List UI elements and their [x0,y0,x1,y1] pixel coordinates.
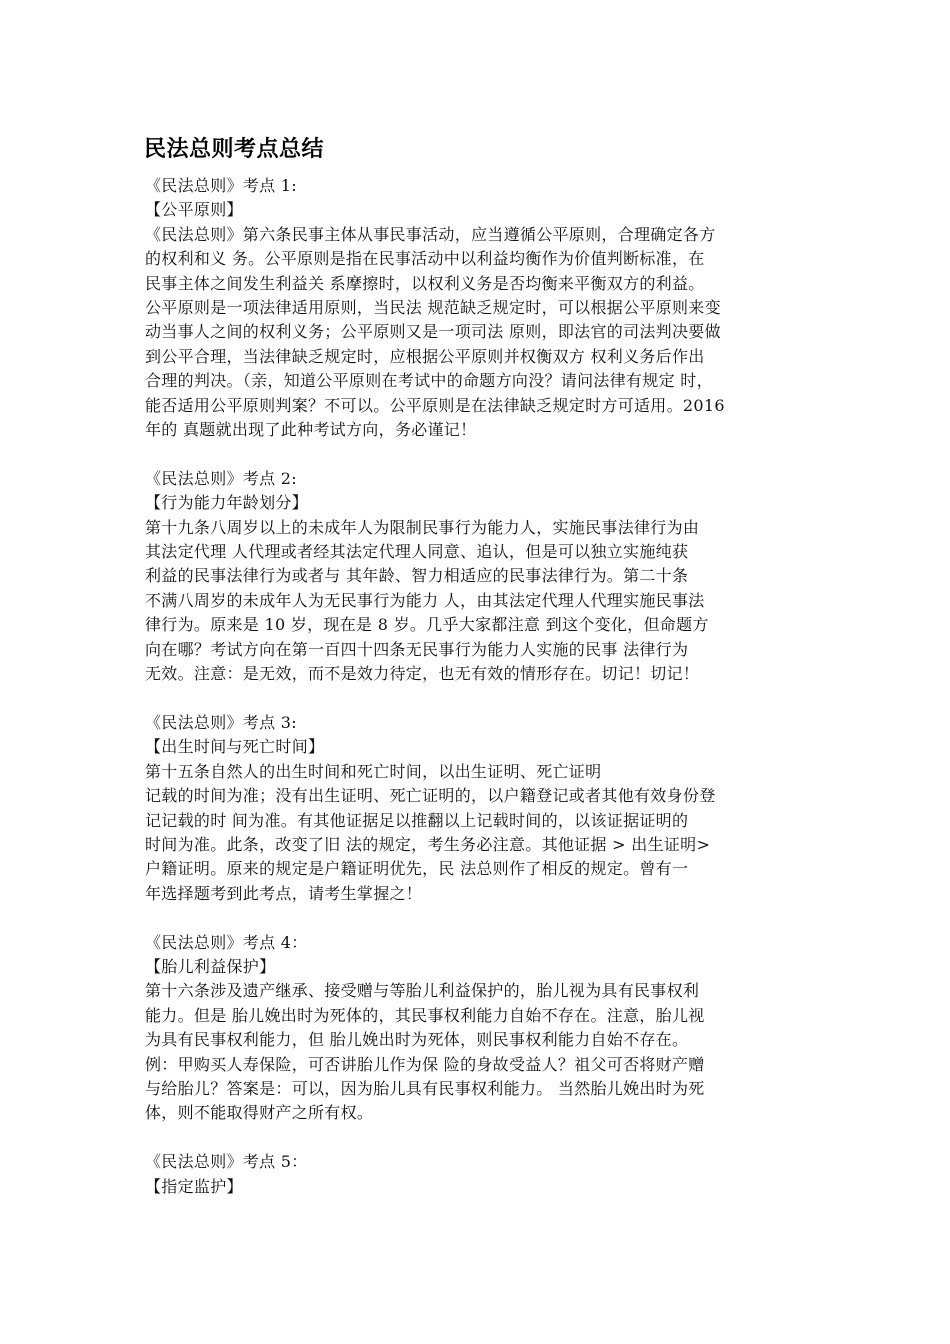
paragraph-line: 第十六条涉及遗产继承、接受赠与等胎儿利益保护的，胎儿视为具有民事权利 [145,981,700,1001]
paragraph-line: 动当事人之间的权利义务；公平原则又是一项司法 原则，即法官的司法判决要做 [145,322,721,342]
paragraph-line: 第十九条八周岁以上的未成年人为限制民事行为能力人，实施民事法律行为由 [145,517,700,537]
document-title: 民法总则考点总结 [144,136,325,162]
section-1 [145,174,815,442]
paragraph-line: 向在哪？考试方向在第一百四十四条无民事行为能力人实施的民事 法律行为 [145,639,689,659]
paragraph-line: 律行为。原来是 10 岁，现在是 8 岁。几乎大家都注意 到这个变化，但命题方 [145,615,709,635]
document-body [145,174,815,1199]
paragraph-line: 民事主体之间发生利益关 系摩擦时，以权利义务是否均衡来平衡双方的利益。 [145,273,705,293]
paragraph-line: 到公平合理，当法律缺乏规定时，应根据公平原则并权衡双方 权利义务后作出 [145,346,705,366]
section-heading: 《民法总则》考点 2: [145,468,297,488]
section-heading: 《民法总则》考点 3: [145,712,297,732]
paragraph-line: 不满八周岁的未成年人为无民事行为能力 人，由其法定代理人代理实施民事法 [145,590,705,610]
paragraph-line: 记记载的时 间为准。有其他证据足以推翻以上记载时间的，以该证据证明的 [145,810,689,830]
paragraph-line: 体，则不能取得财产之所有权。 [145,1103,374,1123]
paragraph-line: 《民法总则》第六条民事主体从事民事活动，应当遵循公平原则，合理确定各方 [145,224,716,244]
paragraph-line: 其法定代理 人代理或者经其法定代理人同意、追认，但是可以独立实施纯获 [145,542,689,562]
section-3 [145,711,815,906]
section-4 [145,931,815,1126]
section-heading: 《民法总则》考点 5： [145,1152,308,1172]
section-subheading: 【胎儿利益保护】 [145,956,276,976]
paragraph-line: 公平原则是一项法律适用原则，当民法 规范缺乏规定时，可以根据公平原则来变 [145,298,721,318]
paragraph-line: 第十五条自然人的出生时间和死亡时间，以出生证明、死亡证明 [145,761,602,781]
paragraph-line: 为具有民事权利能力，但 胎儿娩出时为死体，则民事权利能力自始不存在。 [145,1030,689,1050]
paragraph-line: 的权利和义 务。公平原则是指在民事活动中以利益均衡作为价值判断标准，在 [145,249,705,269]
paragraph-line: 户籍证明。原来的规定是户籍证明优先，民 法总则作了相反的规定。曾有一 [145,859,689,879]
paragraph-line: 年选择题考到此考点，请考生掌握之！ [145,883,423,903]
paragraph-line: 与给胎儿？答案是：可以，因为胎儿具有民事权利能力。 当然胎儿娩出时为死 [145,1078,705,1098]
section-subheading: 【公平原则】 [145,200,243,220]
section-5 [145,1150,815,1199]
paragraph-line: 合理的判决。（亲，知道公平原则在考试中的命题方向没？请问法律有规定 时， [145,371,713,391]
section-heading: 《民法总则》考点 1: [145,176,297,195]
section-subheading: 【行为能力年龄划分】 [145,493,309,513]
section-2 [145,467,815,687]
paragraph-line: 年的 真题就出现了此种考试方向，务必谨记！ [145,420,477,440]
section-subheading: 【指定监护】 [145,1176,243,1196]
paragraph-line: 能力。但是 胎儿娩出时为死体的，其民事权利能力自始不存在。注意，胎儿视 [145,1005,705,1025]
paragraph-line: 无效。注意：是无效，而不是效力待定，也无有效的情形存在。切记！切记！ [145,664,700,684]
paragraph-line: 利益的民事法律行为或者与 其年龄、智力相适应的民事法律行为。第二十条 [145,566,689,586]
section-heading: 《民法总则》考点 4： [145,932,308,952]
paragraph-line: 时间为准。此条，改变了旧 法的规定，考生务必注意。其他证据 > 出生证明> [145,834,711,854]
paragraph-line: 例：甲购买人寿保险，可否讲胎儿作为保 险的身故受益人？祖父可否将财产赠 [145,1054,705,1074]
section-subheading: 【出生时间与死亡时间】 [145,737,325,757]
paragraph-line: 记载的时间为准；没有出生证明、死亡证明的，以户籍登记或者其他有效身份登 [145,786,716,806]
paragraph-line: 能否适用公平原则判案？不可以。公平原则是在法律缺乏规定时方可适用。2016 [145,395,725,415]
